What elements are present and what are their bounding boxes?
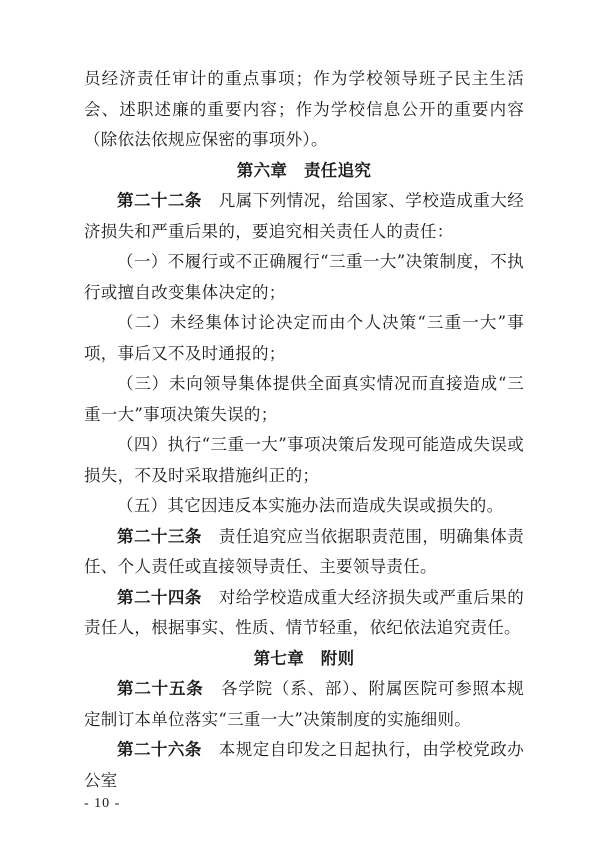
article-22-text: 凡属下列情况，给国家、学校造成重大经济损失和严重后果的，要追究相关责任人的责任：	[84, 191, 524, 241]
article-23-label: 第二十三条	[117, 526, 202, 546]
article-23-text: 责任追究应当依据职责范围，明确集体责任、个人责任或直接领导责任、主要领导责任。	[84, 526, 524, 576]
article-23	[84, 522, 524, 583]
list-item-3: （三）未向领导集体提供全面真实情况而直接造成“三重一大”事项决策失误的；	[84, 374, 524, 424]
list-item-4: （四）执行“三重一大”事项决策后发现可能造成失误或损失，不及时采取措施纠正的；	[84, 435, 524, 485]
article-25-text: 各学院（系、部）、附属医院可参照本规定制订本单位落实“三重一大”决策制度的实施细则。	[84, 679, 525, 729]
intro-paragraph: 员经济责任审计的重点事项；作为学校领导班子民主生活会、述职述廉的重要内容；作为学校信息公开的重要内容（除依法依规应保密的事项外）。	[84, 69, 524, 149]
article-24-text: 对给学校造成重大经济损失或严重后果的责任人，根据事实、性质、情节轻重，依纪依法追究责任。	[84, 587, 524, 637]
article-24	[84, 583, 524, 644]
article-25-label: 第二十五条	[117, 679, 204, 698]
chapter-7-heading: 第七章 附则	[253, 648, 355, 668]
list-item-2: （二）未经集体讨论决定而由个人决策“三重一大”事项，事后又不及时通报的；	[84, 313, 524, 363]
list-item-5: （五）其它因违反本实施办法而造成失误或损失的。	[117, 496, 504, 515]
article-26	[84, 735, 524, 796]
body-text	[84, 64, 524, 796]
article-24-label: 第二十四条	[117, 587, 202, 607]
article-22-label: 第二十二条	[117, 191, 202, 210]
article-22	[84, 186, 524, 247]
article-26-text: 本规定自印发之日起执行，由学校党政办公室	[84, 740, 524, 790]
list-item-1: （一）不履行或不正确履行“三重一大”决策制度，不执行或擅自改变集体决定的；	[84, 252, 524, 302]
article-25	[84, 674, 524, 735]
page-number: - 10 -	[84, 796, 121, 811]
chapter-6-heading: 第六章 责任追究	[236, 160, 372, 180]
article-26-label: 第二十六条	[117, 740, 202, 759]
